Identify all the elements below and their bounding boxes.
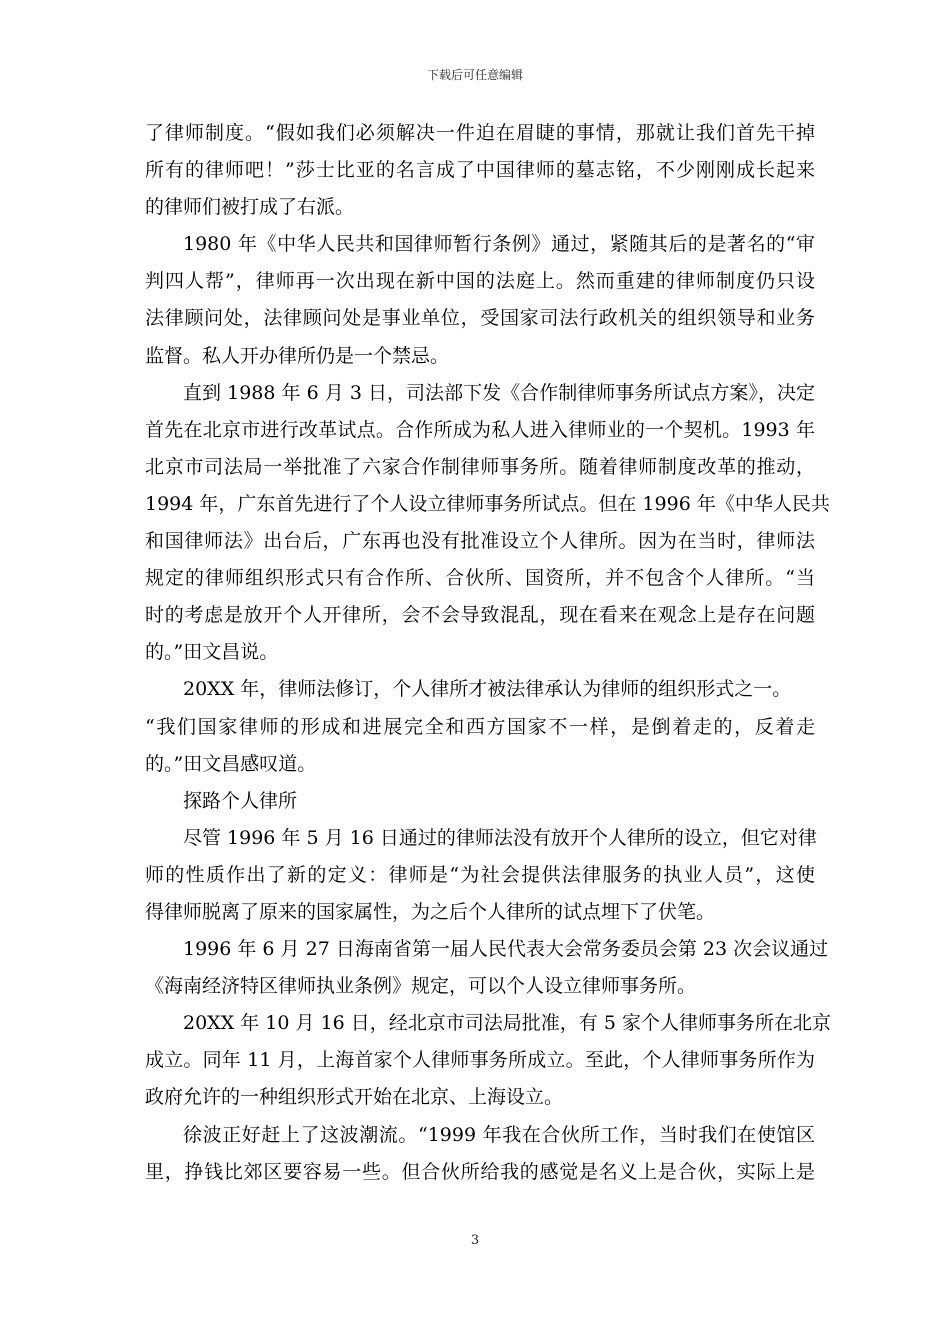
text-line: 法律顾问处，法律顾问处是事业单位，受国家司法行政机关的组织领导和业务	[145, 307, 815, 330]
document-body	[145, 115, 831, 1191]
text-line: 尽管 1996 年 5 月 16 日通过的律师法没有放开个人律所的设立，但它对律	[183, 826, 817, 849]
text-line: 师的性质作出了新的定义：律师是“为社会提供法律服务的执业人员”，这使	[145, 863, 815, 886]
text-line: 1994 年，广东首先进行了个人设立律师事务所试点。但在 1996 年《中华人民共	[145, 492, 830, 515]
page-number: 3	[470, 1233, 480, 1248]
text-line: 首先在北京市进行改革试点。合作所成为私人进入律师业的一个契机。1993 年	[145, 418, 815, 441]
text-line: 1980 年《中华人民共和国律师暂行条例》通过，紧随其后的是著名的“审	[183, 233, 815, 256]
text-line: 北京市司法局一举批准了六家合作制律师事务所。随着律师制度改革的推动，	[145, 455, 815, 478]
text-line: 的。”田文昌感叹道。	[145, 752, 317, 775]
text-line: 得律师脱离了原来的国家属性，为之后个人律所的试点埋下了伏笔。	[145, 900, 716, 923]
text-line: 政府允许的一种组织形式开始在北京、上海设立。	[145, 1086, 564, 1109]
text-line: 探路个人律所	[183, 789, 298, 812]
text-line: 和国律师法》出台后，广东再也没有批准设立个人律所。因为在当时，律师法	[145, 530, 815, 553]
text-line: 的律师们被打成了右派。	[145, 196, 355, 219]
text-line: 判四人帮”，律师再一次出现在新中国的法庭上。然而重建的律师制度仍只设	[145, 270, 815, 293]
page-header: 下载后可任意编辑	[426, 68, 523, 82]
text-line: 1996 年 6 月 27 日海南省第一届人民代表大会常务委员会第 23 次会议通过	[183, 938, 829, 961]
text-line: 监督。私人开办律所仍是一个禁忌。	[145, 344, 450, 367]
text-line: 20XX 年 10 月 16 日，经北京市司法局批准，有 5 家个人律师事务所在北京	[183, 1012, 831, 1035]
text-line: 《海南经济特区律师执业条例》规定，可以个人设立律师事务所。	[145, 975, 697, 998]
text-line: 20XX 年，律师法修订，个人律所才被法律承认为律师的组织形式之一。	[183, 678, 792, 701]
text-line: “我们国家律师的形成和进展完全和西方国家不一样，是倒着走的，反着走	[145, 715, 815, 738]
text-line: 规定的律师组织形式只有合作所、合伙所、国资所，并不包含个人律所。“当	[145, 567, 815, 590]
text-line: 所有的律师吧！”莎士比亚的名言成了中国律师的墓志铭，不少刚刚成长起来	[145, 159, 815, 182]
text-line: 直到 1988 年 6 月 3 日，司法部下发《合作制律师事务所试点方案》，决定	[183, 381, 815, 404]
text-line: 里，挣钱比郊区要容易一些。但合伙所给我的感觉是名义上是合伙，实际上是	[145, 1160, 815, 1183]
text-line: 成立。同年 11 月，上海首家个人律师事务所成立。至此，个人律师事务所作为	[145, 1049, 815, 1072]
text-line: 了律师制度。“假如我们必须解决一件迫在眉睫的事情，那就让我们首先干掉	[145, 122, 815, 144]
text-line: 时的考虑是放开个人开律所，会不会导致混乱，现在看来在观念上是存在问题	[145, 604, 815, 627]
text-line: 徐波正好赶上了这波潮流。“1999 年我在合伙所工作，当时我们在使馆区	[183, 1123, 815, 1146]
text-line: 的。”田文昌说。	[145, 641, 279, 664]
